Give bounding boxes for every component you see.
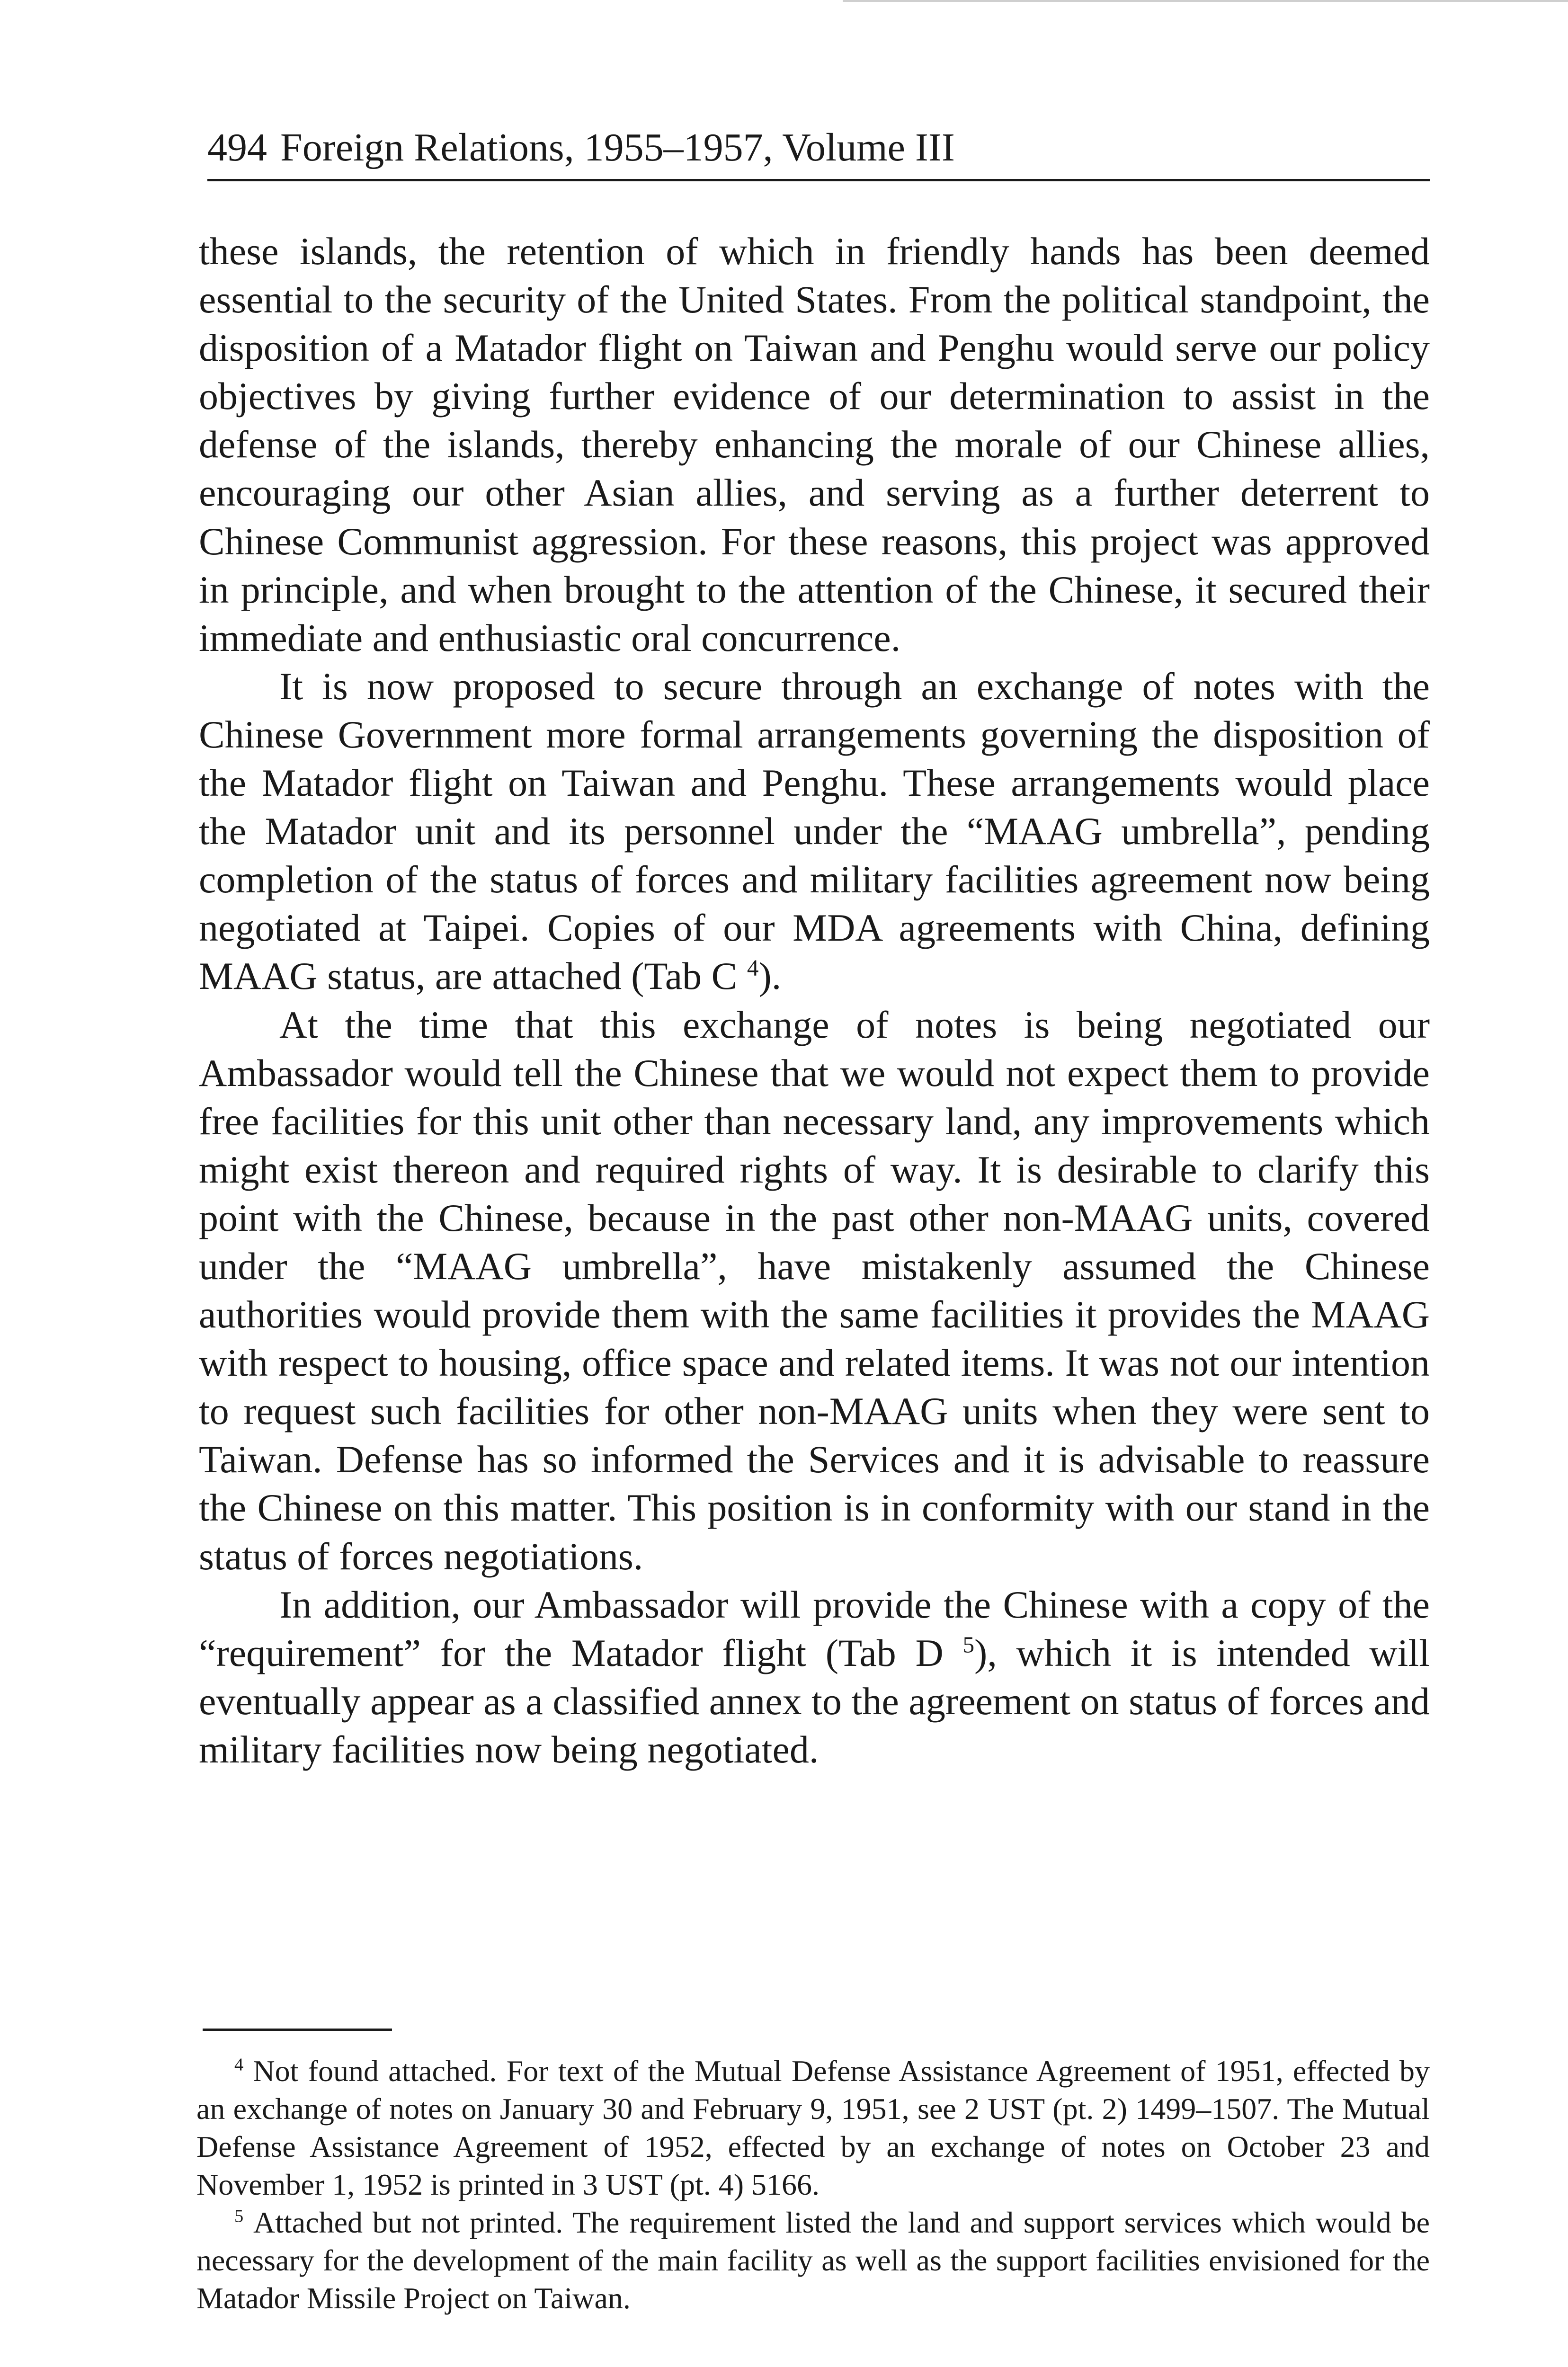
paragraph-text: In addition, our Ambassador will provide the Chinese with a copy of the “requirement” for the Matador flight (Tab D [199,1583,1430,1674]
paragraph-text: these islands, the retention of which in friendly hands has been deemed essential to the security of the United States. From the political standpoint, the disposition of a Matador flight on Taiwan and Penghu would serve our policy objectives by giving further evidence of our determination to assist in the defense of the islands, thereby enhancing the morale of our Chinese allies, encouraging our other Asian allies, and serving as a further deterrent to Chinese Communist aggression. For these reasons, this project was approved in principle, and when brought to the attention of the Chinese, it secured their immediate and enthusiastic oral concurrence. [199,230,1430,659]
body-text [199,227,1430,1774]
page-number: 494 [207,125,267,169]
header-rule [207,179,1430,181]
footnote-4 [196,2052,1430,2204]
running-title: Foreign Relations, 1955–1957, Volume III [280,125,955,169]
paragraph-1 [199,227,1430,662]
footnote-ref-4: 4 [747,955,759,981]
footnote-number: 4 [234,2055,244,2075]
paragraph-4 [199,1581,1430,1774]
paragraph-text: At the time that this exchange of notes is being negotiated our Ambassador would tell the Chinese that we would not expect them to provide free facilities for this unit other than necessary land, any improvements which might exist thereon and required rights of way. It is desirable to clarify this point with the Chinese, because in the past other non-MAAG units, covered under the “MAAG umbrella”, have mistakenly assumed the Chinese authorities would provide them with the same facilities it provides the MAAG with respect to housing, office space and related items. It was not our intention to request such facilities for other non-MAAG units when they were sent to Taiwan. Defense has so informed the Services and it is advisable to reassure the Chinese on this matter. This position is in conformity with our stand in the status of forces negotiations. [199,1003,1430,1578]
footnote-ref-5: 5 [962,1631,975,1658]
paragraph-3 [199,1001,1430,1581]
paragraph-2 [199,662,1430,1001]
running-head [207,124,1430,171]
footnote-number: 5 [234,2206,244,2226]
footnote-text: Not found attached. For text of the Mutual Defense Assistance Agreement of 1951, effected by an exchange of notes on January 30 and February 9, 1951, see 2 UST (pt. 2) 1499–1507. The Mutual Defense Assistance Agreement of 1952, effected by an exchange of notes on October 23 and November 1, 1952 is printed in 3 UST (pt. 4) 5166. [196,2054,1430,2201]
paragraph-text-tail: ). [758,954,782,998]
footnotes [196,2052,1430,2317]
footnote-text: Attached but not printed. The requirement listed the land and support services which would be necessary for the development of the main facility as well as the support facilities envisioned for the Matador Missile Project on Taiwan. [196,2206,1430,2315]
scan-edge-line [843,0,1568,2]
footnote-rule [203,2029,392,2031]
footnote-5 [196,2204,1430,2317]
paragraph-text: It is now proposed to secure through an exchange of notes with the Chinese Government more formal arrangements governing the disposition of the Matador flight on Taiwan and Penghu. These arrangements would place the Matador unit and its personnel under the “MAAG umbrella”, pending completion of the status of forces and military facilities agreement now being negotiated at Taipei. Copies of our MDA agreements with China, defining MAAG status, are attached (Tab C [199,664,1430,998]
paragraph-text-tail: ), which it is intended will eventually appear as a classified annex to the agreement on status of forces and military facilities now being negotiated. [199,1631,1430,1771]
